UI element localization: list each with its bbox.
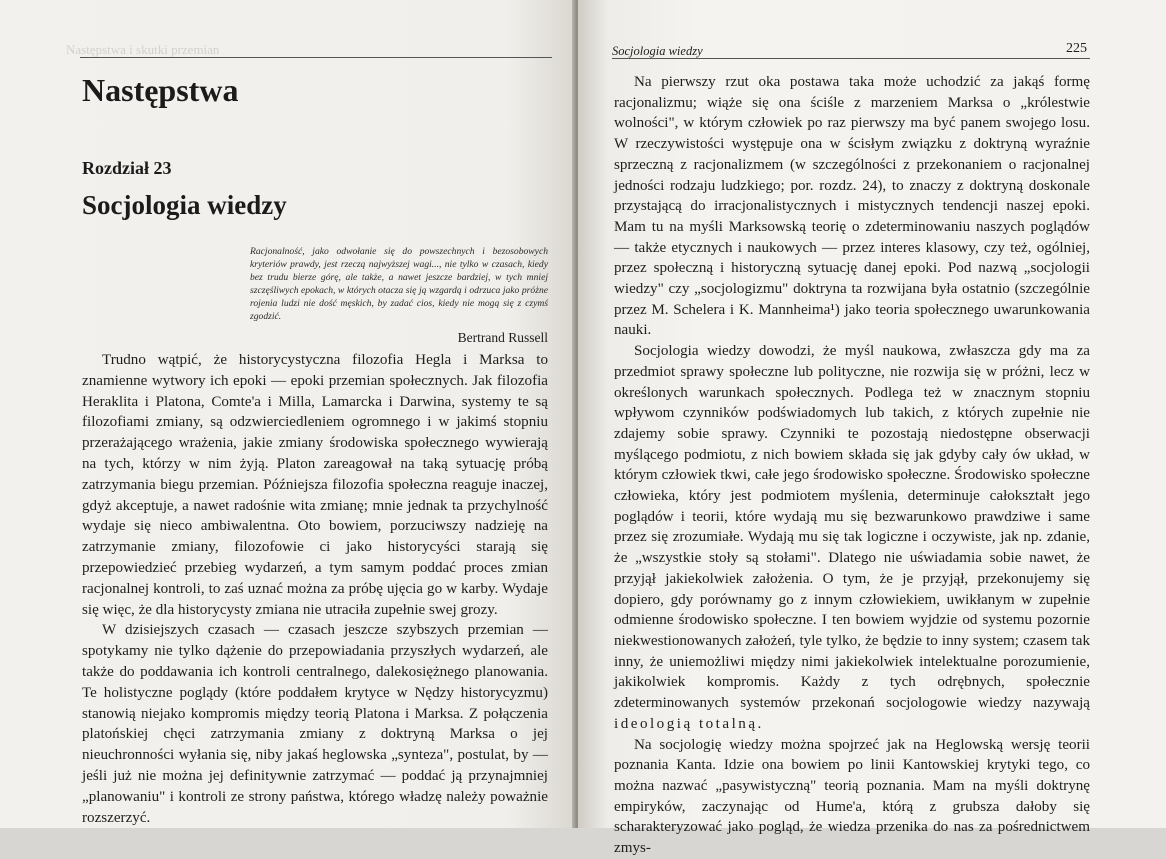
spaced-term: ideologią totalną	[614, 715, 758, 732]
epigraph: Racjonalność, jako odwołanie się do powszechnych i bezosobowych kryteriów prawdy, jest rzeczą najwyższej wagi..., nie tylko w czasach, kiedy bez trudu bierze górę, ale także, a nawet jeszcze bardziej, w tych mniej szczęśliwych epokach, w których otacza się ją wzgardą i odrzuca jako próżne rojenia ludzi nie dość męskich, by zadać cios, kiedy nie mogą się z czymś zgodzić.	[250, 246, 548, 322]
paragraph: Trudno wątpić, że historycystyczna filozofia Hegla i Marksa to znamienne wytwory ich epoki — epoki przemian społecznych. Jak filozofia Heraklita i Platona, Comte'a i Milla, Lamarcka i Darwina, systemy te są filozofiami zmiany, są odzwierciedleniem ogromnego i w jakimś stopniu przerażającego wrażenia, jakie zmiany środowiska społecznego wywierają na tych, którzy w nim żyją. Platon zareagował na taką sytuację próbą zatrzymania biegu przemian. Późniejsza filozofia społeczna reaguje inaczej, gdyż akceptuje, a nawet radośnie wita zmianę; mnie jednak ta przychylność wydaje się nieco ambiwalentna. Oto bowiem, porzuciwszy nadzieję na zatrzymanie zmiany, filozofowie ci jako historycyści starają się przepowiedzieć przebieg wydarzeń, a tym samym poddać proces zmian racjonalnej kontroli, to zaś uznać można za próbę ujęcia go w karby. Wydaje się więc, że dla historycysty zmiana nie utraciła zupełnie swej grozy.	[82, 352, 548, 618]
chapter-label: Rozdział 23	[82, 158, 172, 178]
page-number: 225	[1066, 41, 1087, 56]
paragraph: Na socjologię wiedzy można spojrzeć jak na Heglowską wersję teorii poznania Kanta. Idzie ona bowiem po linii Kantowskiej krytyki tego, co można nazwać „pasywistyczną" teorią poznania. Mam na myśli doktrynę empiryków, zaczynając od Hume'a, którą z grubsza dałoby się scharakteryzować jako pogląd, że wiedza przenika do nas za pośrednictwem zmys-	[614, 736, 1090, 857]
header-rule	[80, 57, 552, 58]
paragraph: W dzisiejszych czasach — czasach jeszcze szybszych przemian — spotykamy nie tylko dążenie do przepowiadania przyszłych wydarzeń, ale także do poddawania ich kontroli centralnego, dalekosiężnego planowania. Te holistyczne poglądy (które poddałem krytyce w Nędzy historycyzmu) stanowią niejako kompromis między teorią Platona i Marksa. Z połączenia platońskiej chęci zatrzymania zmiany z doktryną Marksa o jej nieuchronności wyłania się, niby jakaś heglowska „synteza", postulat, by — jeśli już nie można jej definitywnie zatrzymać — poddać ją przynajmniej „planowaniu" i kontroli ze strony państwa, którego władzę należy poważnie rozszerzyć.	[82, 622, 548, 826]
bleed-through-header: Następstwa i skutki przemian	[66, 42, 220, 57]
part-title: Następstwa	[82, 72, 239, 108]
left-page	[0, 0, 578, 828]
epigraph-author: Bertrand Russell	[457, 330, 548, 345]
paragraph: Na pierwszy rzut oka postawa taka może uchodzić za jakąś formę racjonalizmu; wiąże się ona ściśle z marzeniem Marksa o „królestwie wolności", w którym człowiek po raz pierwszy ma być panem swojego losu. W rzeczywistości występuje ona w ścisłym związku z doktryną wyraźnie sprzeczną z racjonalizmem (w szczególności z przekonaniem o racjonalnej jedności rodzaju ludzkiego; por. rozdz. 24), to znaczy z doktryną doskonale przystającą do irracjonalistycznych i mistycznych tendencji naszej epoki. Mam tu na myśli Marksowską teorię o zdeterminowaniu naszych poglądów — także etycznych i naukowych — przez interes klasowy, czy też, ogólniej, przez społeczną i historyczną sytuację danej epoki. Pod nazwą „socjologii wiedzy" czy „socjologizmu" doktryna ta rozwijana była ostatnio (szczególnie przez M. Schelera i K. Mannheima¹) jako teoria społecznego uwarunkowania nauki.	[614, 74, 1090, 339]
paragraph-text: Socjologia wiedzy dowodzi, że myśl naukowa, zwłaszcza gdy ma za przedmiot sprawy społeczne lub polityczne, nie rozwija się w próżni, lecz w określonych warunkach społecznych. Podlega też w znacznym stopniu wpływom czynników podświadomych lub takich, z których zupełnie nie zdajemy sobie sprawy. Czynniki te pozostają niedostępne obserwacji myślącego podmiotu, z nich bowiem składa się jak gdyby cały ów układ, w którym człowiek tkwi, całe jego środowisko społeczne. Środowisko społeczne człowieka, który jest podmiotem myślenia, determinuje całokształt jego poglądów i teorii, które wydają mu się bezwarunkowo prawdziwe i same przez się zrozumiałe. Wydają mu się tak logiczne i oczywiste, jak np. zdanie, że „wszystkie stoły są stołami". Dlatego nie uświadamia sobie nawet, że przyjął jakiekolwiek założenia. O tym, że je przyjął, przekonujemy się dopiero, gdy porównamy go z innym człowiekiem, uwikłanym w zupełnie odmienne środowisko społeczne. I ten bowiem wyjdzie od systemu pozornie niekwestionowanych założeń, tyle tylko, że będzie to inny system; czasem tak inny, że uniemożliwi między nimi jakiekolwiek intelektualne porozumienie, jakikolwiek kompromis. Każdy z tych odrębnych, społecznie zdeterminowanych systemów przekonań socjologowie wiedzy nazywają	[614, 343, 1090, 712]
paragraph	[614, 341, 1090, 734]
running-head: Socjologia wiedzy	[612, 44, 703, 58]
paragraph-end: .	[757, 715, 762, 732]
chapter-title: Socjologia wiedzy	[82, 190, 287, 220]
left-body-text	[82, 350, 548, 828]
right-body-text	[614, 72, 1090, 859]
